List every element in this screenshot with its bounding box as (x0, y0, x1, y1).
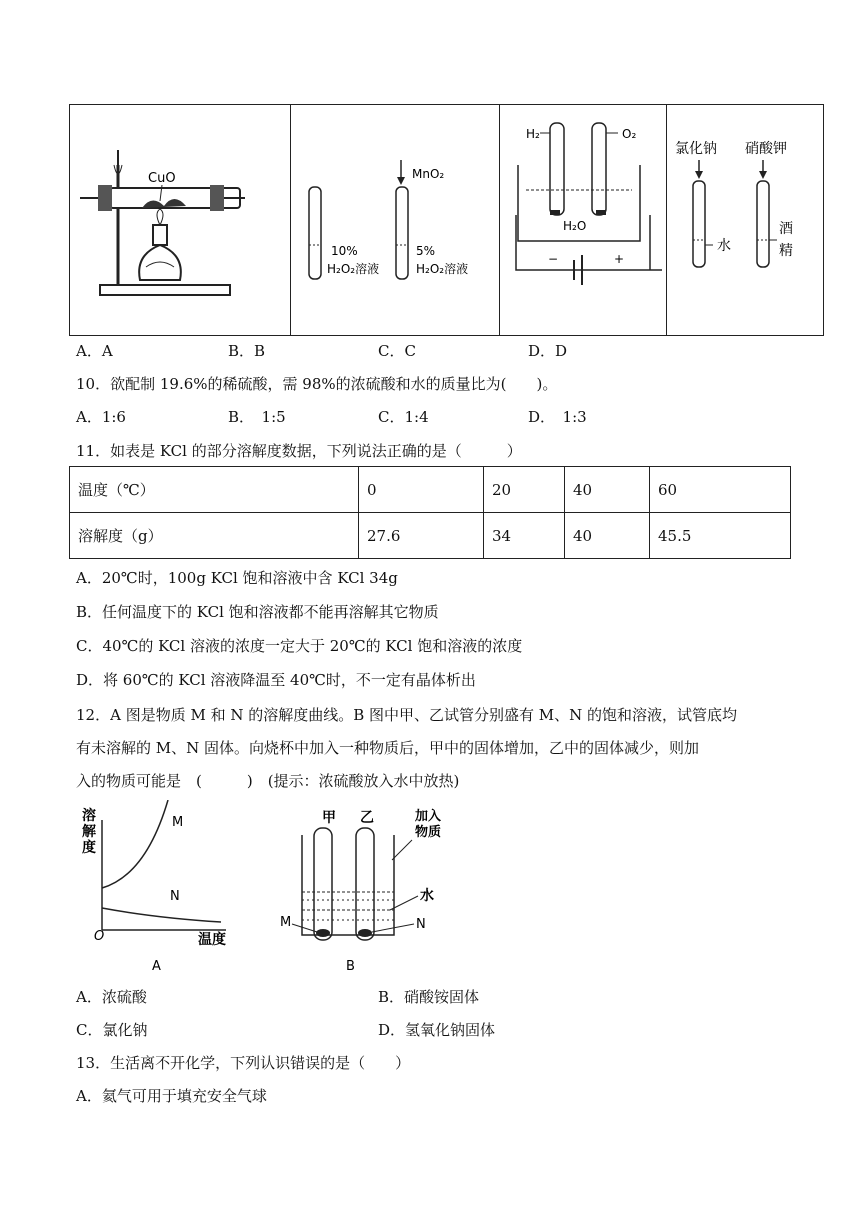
panel-c-apparatus (500, 105, 666, 331)
b-right-sol: H₂O₂溶液 (416, 262, 469, 276)
figb-water-label: 水 (420, 888, 434, 904)
q12-option-a[interactable]: A．浓硫酸 (76, 988, 147, 1006)
c-h2-label: H₂ (526, 127, 540, 141)
b-left-sol: H₂O₂溶液 (327, 262, 380, 276)
q10-option-a[interactable]: A．1:6 (76, 408, 126, 426)
table-cell: 27.6 (359, 513, 484, 559)
figa-caption: A (152, 959, 161, 974)
q12-figure-b (272, 800, 462, 975)
q11-option-d[interactable]: D．将 60℃的 KCl 溶液降温至 40℃时，不一定有晶体析出 (76, 671, 476, 689)
c-plus: + (614, 252, 625, 266)
q12-stem-line-1: 12．A 图是物质 M 和 N 的溶解度曲线。B 图中甲、乙试管分别盛有 M、N 的饱和溶液，试管底均 (76, 706, 738, 724)
figb-added-1: 加入 (415, 809, 442, 824)
figb-tube1-label: 甲 (322, 810, 336, 826)
q12-figure-a (76, 800, 246, 975)
table-row (70, 513, 791, 559)
figa-m-label: M (172, 815, 184, 830)
kcl-solubility-table (69, 466, 791, 559)
table-row (70, 467, 791, 513)
table-cell: 34 (484, 513, 565, 559)
table-cell: 温度（℃） (70, 467, 359, 513)
d-kno3-label: 硝酸钾 (745, 141, 787, 157)
figa-ylabel-1: 溶 (82, 808, 96, 824)
q11-option-b[interactable]: B．任何温度下的 KCl 饱和溶液都不能再溶解其它物质 (76, 603, 439, 621)
panel-d (667, 105, 824, 336)
d-alcohol-2: 精 (779, 243, 793, 259)
figa-xlabel: 温度 (198, 932, 226, 948)
q9-option-a[interactable]: A．A (76, 342, 113, 360)
q10-option-d[interactable]: D． 1:3 (528, 408, 587, 426)
table-cell: 溶解度（g） (70, 513, 359, 559)
d-water-label: 水 (717, 238, 731, 254)
panel-d-apparatus (667, 105, 823, 331)
cuo-label: CuO (148, 171, 176, 186)
q9-figure-table (69, 104, 824, 336)
c-o2-label: O₂ (622, 127, 637, 141)
figa-ylabel-2: 解 (82, 824, 96, 840)
q11-option-a[interactable]: A．20℃时，100g KCl 饱和溶液中含 KCl 34g (76, 569, 398, 587)
curve-m (102, 800, 168, 888)
q13-option-a[interactable]: A．氦气可用于填充安全气球 (76, 1087, 267, 1105)
q9-option-c[interactable]: C．C (378, 342, 416, 360)
q10-stem: 10．欲配制 19.6%的稀硫酸，需 98%的浓硫酸和水的质量比为( )。 (76, 375, 558, 393)
q11-stem: 11．如表是 KCl 的部分溶解度数据，下列说法正确的是（ ） (76, 442, 522, 460)
figa-origin: O (94, 929, 105, 944)
figa-ylabel-3: 度 (82, 840, 96, 856)
figb-tube2-label: 乙 (360, 810, 374, 826)
panel-a (70, 105, 291, 336)
panel-b-apparatus (291, 105, 499, 331)
figb-n-label: N (416, 917, 426, 932)
b-left-conc: 10% (331, 244, 358, 258)
q12-option-b[interactable]: B．硝酸铵固体 (378, 988, 480, 1006)
q11-option-c[interactable]: C．40℃的 KCl 溶液的浓度一定大于 20℃的 KCl 饱和溶液的浓度 (76, 637, 523, 655)
d-alcohol-1: 酒 (779, 221, 793, 237)
q9-option-d[interactable]: D．D (528, 342, 568, 360)
c-water-label: H₂O (563, 219, 587, 233)
mno2-label: MnO₂ (412, 167, 445, 181)
table-cell: 45.5 (650, 513, 791, 559)
table-cell: 60 (650, 467, 791, 513)
figb-caption: B (346, 959, 355, 974)
curve-n (102, 908, 221, 922)
q12-option-c[interactable]: C．氯化钠 (76, 1021, 148, 1039)
q9-option-b[interactable]: B．B (228, 342, 266, 360)
panel-b (291, 105, 500, 336)
d-nacl-label: 氯化钠 (675, 141, 717, 157)
q12-stem-line-2: 有未溶解的 M、N 固体。向烧杯中加入一种物质后，甲中的固体增加，乙中的固体减少，则加 (76, 739, 700, 757)
table-cell: 0 (359, 467, 484, 513)
b-right-conc: 5% (416, 244, 436, 258)
panel-a-apparatus (70, 105, 290, 331)
table-cell: 40 (565, 513, 650, 559)
table-cell: 20 (484, 467, 565, 513)
panel-c (500, 105, 667, 336)
table-cell: 40 (565, 467, 650, 513)
q10-option-c[interactable]: C．1:4 (378, 408, 429, 426)
c-minus: − (548, 252, 559, 266)
q12-option-d[interactable]: D．氢氧化钠固体 (378, 1021, 496, 1039)
figb-m-label: M (280, 915, 292, 930)
figb-added-2: 物质 (415, 825, 442, 840)
q12-stem-line-3: 入的物质可能是 ( ) (提示：浓硫酸放入水中放热) (76, 772, 460, 790)
q13-stem: 13．生活离不开化学，下列认识错误的是（ ） (76, 1054, 411, 1072)
figa-n-label: N (170, 889, 180, 904)
q10-option-b[interactable]: B． 1:5 (228, 408, 286, 426)
